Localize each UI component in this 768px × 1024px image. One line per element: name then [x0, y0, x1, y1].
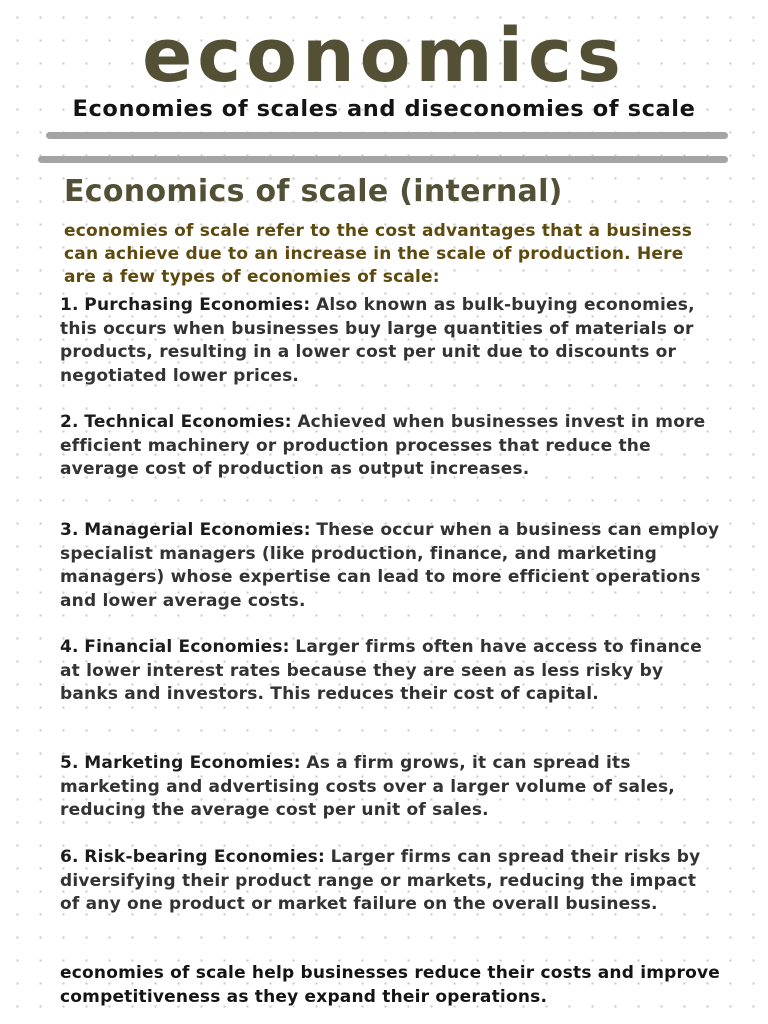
divider-line	[46, 132, 728, 139]
item-text: These occur when a business can employ specialist managers (like production, finance, and marketing managers) whose expertise can lead to more efficient operations and lower average costs.	[60, 520, 720, 611]
item-text: As a firm grows, it can spread its marketing and advertising costs over a larger volume of sales, reducing the average cost per unit of sales.	[60, 753, 675, 820]
page-subtitle: Economies of scales and diseconomies of scale	[72, 96, 696, 122]
item-number: 4.	[60, 637, 79, 657]
section-intro: economies of scale refer to the cost advantages that a business can achieve due to an increase in the scale of production. Here are a few types of economies of scale:	[64, 221, 693, 287]
item-text: Achieved when businesses invest in more efficient machinery or production processes that reduce the average cost of production as output increases.	[60, 412, 706, 479]
item-term: Purchasing Economies:	[84, 295, 311, 315]
item-number: 6.	[60, 847, 79, 867]
list-item	[60, 519, 720, 613]
item-text: Larger firms often have access to finance at lower interest rates because they are seen as less risky by banks and investors. This reduces their cost of capital.	[60, 637, 702, 704]
section-heading: Economics of scale (internal)	[64, 174, 563, 209]
item-term: Marketing Economies:	[84, 753, 301, 773]
item-number: 5.	[60, 753, 79, 773]
item-term: Managerial Economies:	[84, 520, 311, 540]
list-item	[60, 846, 720, 917]
list-item	[60, 294, 720, 388]
item-number: 3.	[60, 520, 79, 540]
item-term: Financial Economies:	[84, 637, 290, 657]
item-text: Larger firms can spread their risks by diversifying their product range or markets, reducing the impact of any one product or market failure on the overall business.	[60, 847, 701, 914]
conclusion-text: economies of scale help businesses reduce their costs and improve competitiveness as they expand their operations.	[60, 963, 720, 1007]
list-item	[60, 411, 720, 482]
page-title: economics	[142, 13, 626, 99]
item-text: Also known as bulk-buying economies, this occurs when businesses buy large quantities of materials or products, resulting in a lower cost per unit due to discounts or negotiated lower prices.	[60, 295, 695, 386]
item-term: Risk-bearing Economies:	[84, 847, 326, 867]
list-item	[60, 752, 720, 823]
list-item	[60, 636, 720, 707]
item-number: 2.	[60, 412, 79, 432]
divider-line	[38, 156, 728, 163]
item-number: 1.	[60, 295, 79, 315]
item-term: Technical Economies:	[84, 412, 292, 432]
